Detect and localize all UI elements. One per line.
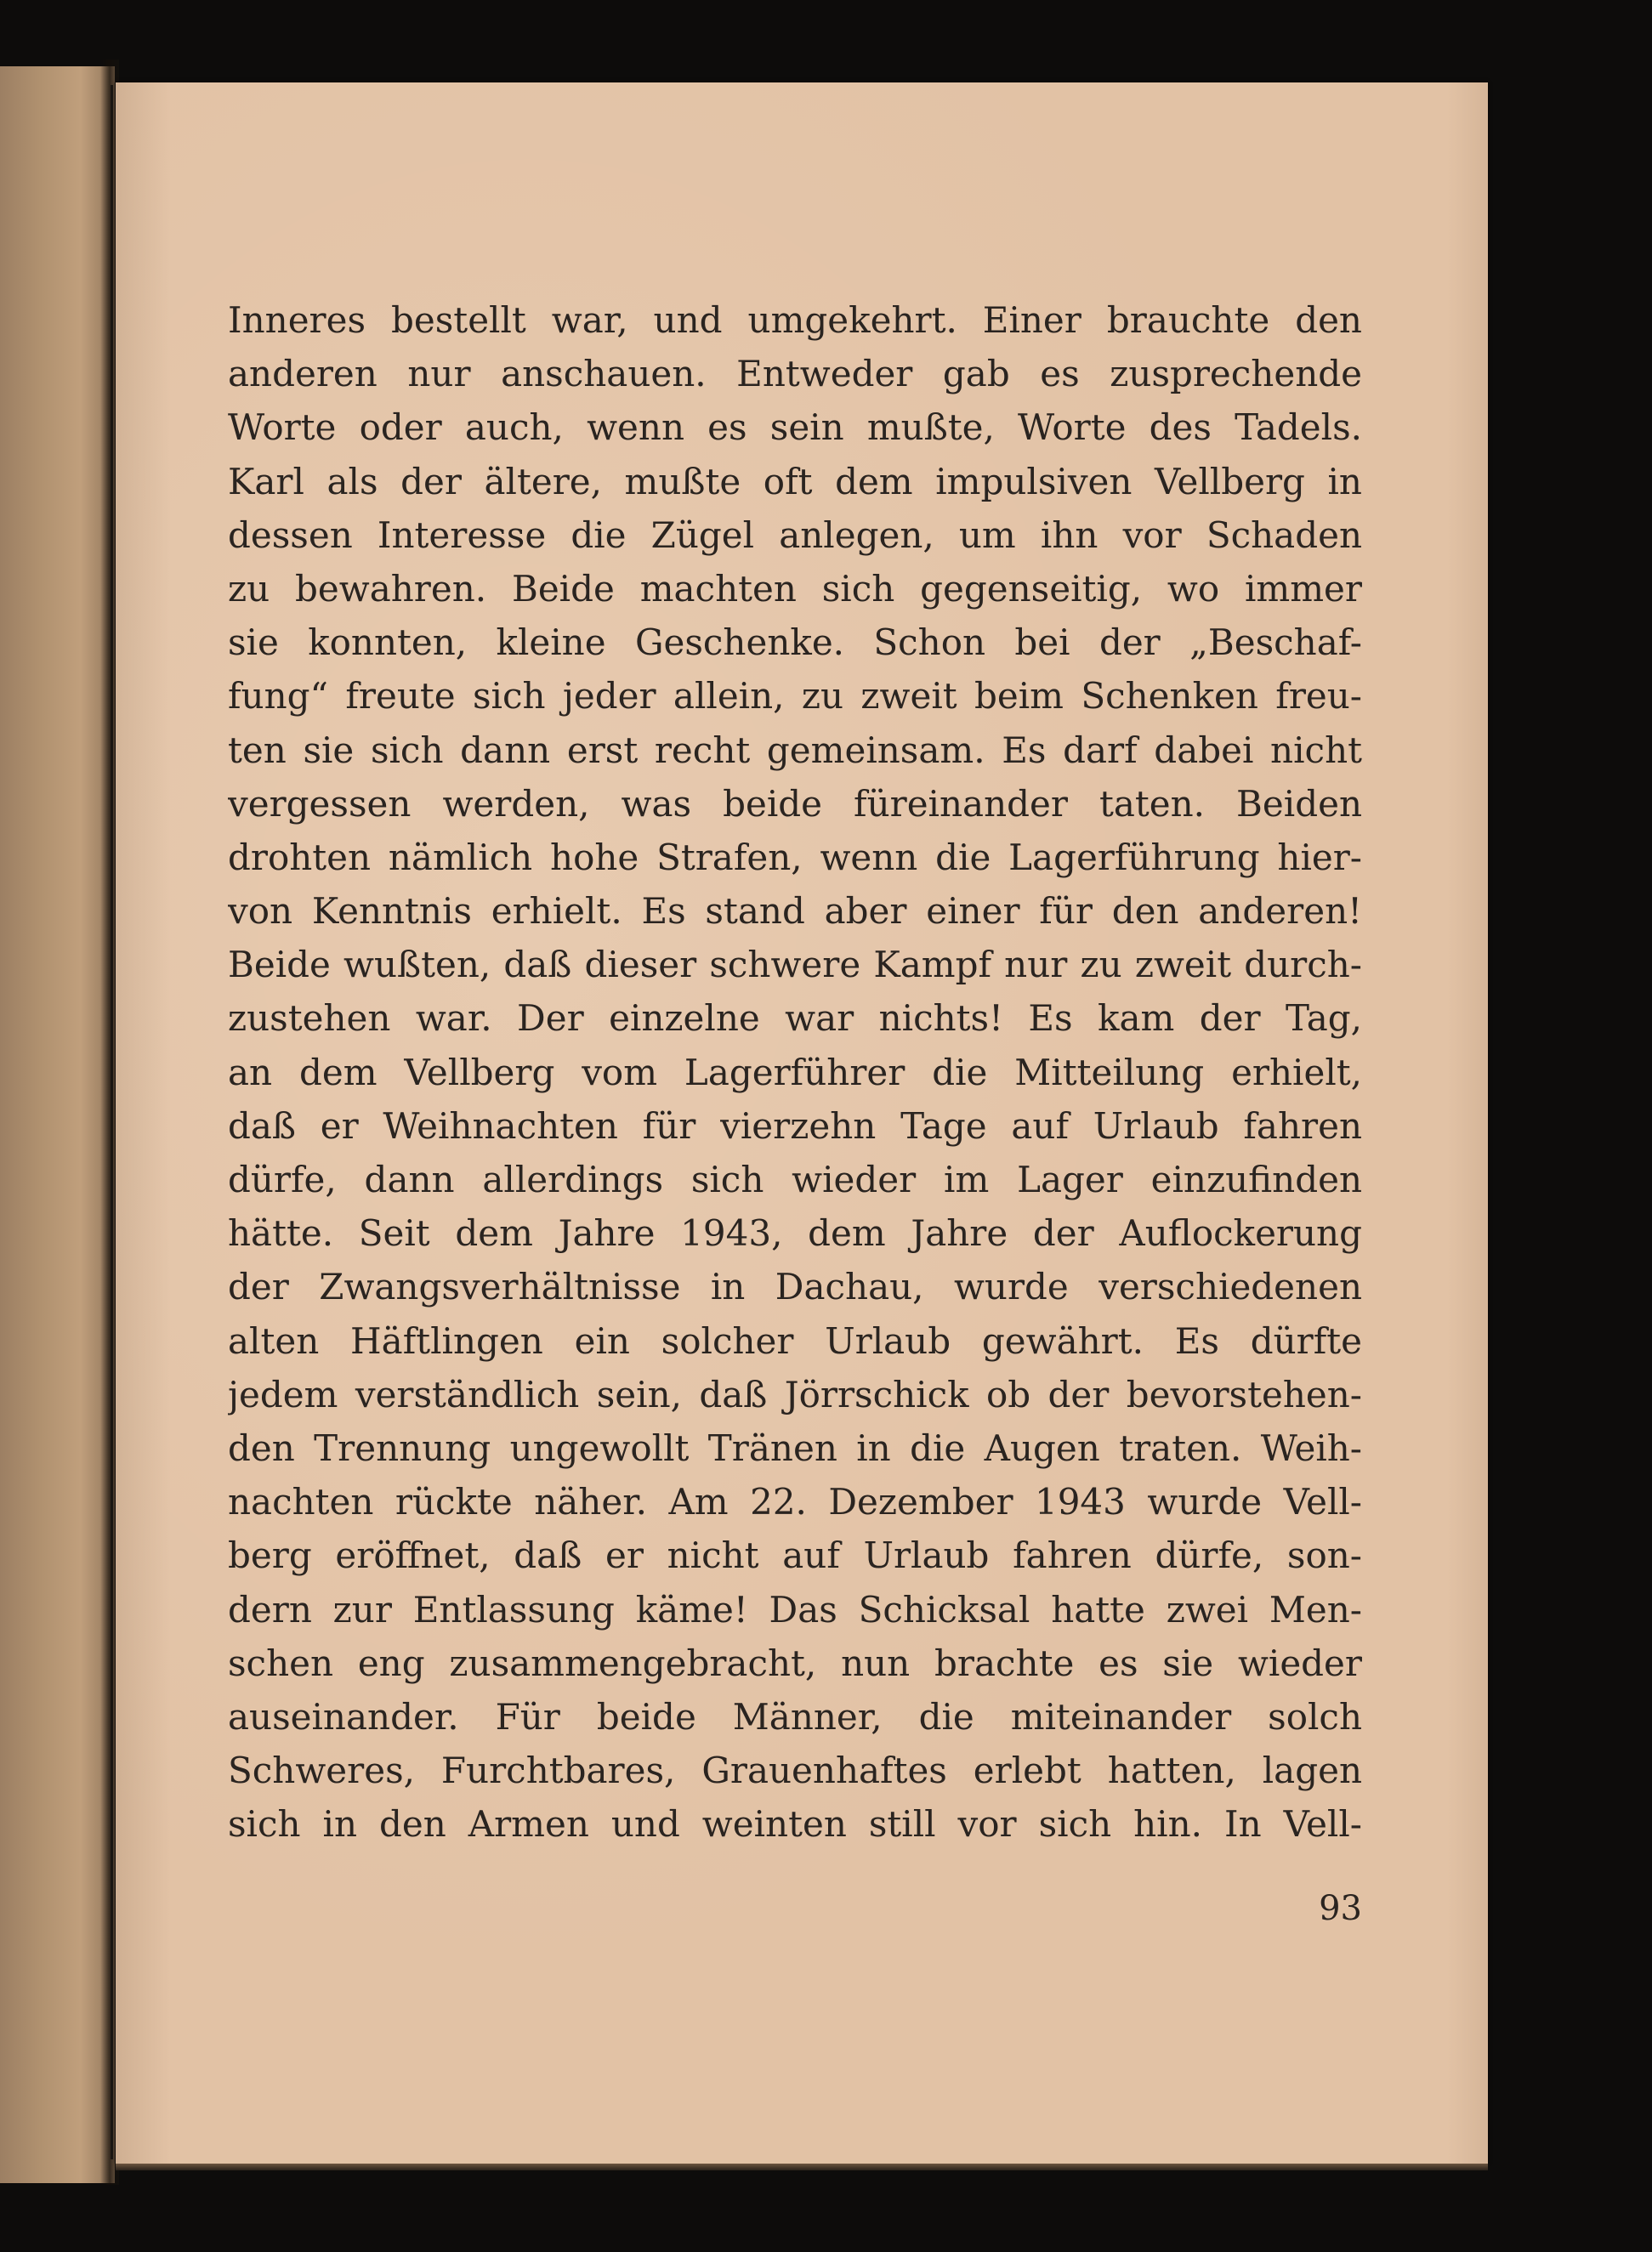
text-line: drohten nämlich hohe Strafen, wenn die Lagerführung hier- [228,836,1362,878]
text-line: sich in den Armen und weinten still vor sich hin. In Vell- [228,1803,1362,1846]
text-line: den Trennung ungewollt Tränen in die Augen traten. Weih- [228,1427,1362,1469]
gutter-line [111,85,113,2159]
text-line: der Zwangsverhältnisse in Dachau, wurde verschiedenen [228,1266,1362,1308]
text-line: dessen Interesse die Zügel anlegen, um ihn vor Schaden [228,513,1362,556]
text-line: nachten rückte näher. Am 22. Dezember 1943 wurde Vell- [228,1481,1362,1523]
text-line: anderen nur anschauen. Entweder gab es zusprechende [228,353,1362,395]
text-line: dürfe, dann allerdings sich wieder im Lager einzufinden [228,1159,1362,1200]
text-line: Worte oder auch, wenn es sein mußte, Worte des Tadels. [228,406,1362,449]
text-line: vergessen werden, was beide füreinander taten. Beiden [228,782,1362,825]
text-line: an dem Vellberg vom Lagerführer die Mitteilung erhielt, [228,1051,1362,1093]
text-line: sie konnten, kleine Geschenke. Schon bei der „Beschaf- [228,621,1362,664]
text-line: zustehen war. Der einzelne war nichts! Es kam der Tag, [228,997,1362,1040]
text-line: zu bewahren. Beide machten sich gegenseitig, wo immer [228,567,1362,610]
page-number: 93 [1319,1889,1362,1928]
page-bottom-edge [116,2164,1488,2170]
text-line: fung“ freute sich jeder allein, zu zweit beim Schenken freu- [228,675,1362,718]
body-text [228,293,1362,1851]
text-line: dern zur Entlassung käme! Das Schicksal hatte zwei Men- [228,1588,1362,1631]
text-line: Inneres bestellt war, und umgekehrt. Einer brauchte den [228,299,1362,341]
text-line: schen eng zusammengebracht, nun brachte es sie wieder [228,1642,1362,1684]
text-line: Karl als der ältere, mußte oft dem impulsiven Vellberg in [228,460,1362,502]
text-line: von Kenntnis erhielt. Es stand aber einer für den anderen! [228,890,1362,933]
text-line: auseinander. Für beide Männer, die miteinander solch [228,1695,1362,1738]
text-line: daß er Weihnachten für vierzehn Tage auf Urlaub fahren [228,1104,1362,1147]
text-line: berg eröffnet, daß er nicht auf Urlaub fahren dürfe, son- [228,1534,1362,1577]
text-line: jedem verständlich sein, daß Jörrschick ob der bevorstehen- [228,1373,1362,1415]
text-line: ten sie sich dann erst recht gemeinsam. Es darf dabei nicht [228,729,1362,771]
text-line: hätte. Seit dem Jahre 1943, dem Jahre der Auflockerung [228,1212,1362,1255]
facing-page-edge [0,66,115,2183]
text-line: Schweres, Furchtbares, Grauenhaftes erlebt hatten, lagen [228,1750,1362,1792]
book-page [116,82,1488,2164]
text-line: Beide wußten, daß dieser schwere Kampf nur zu zweit durch- [228,944,1362,986]
text-line: alten Häftlingen ein solcher Urlaub gewährt. Es dürfte [228,1319,1362,1362]
